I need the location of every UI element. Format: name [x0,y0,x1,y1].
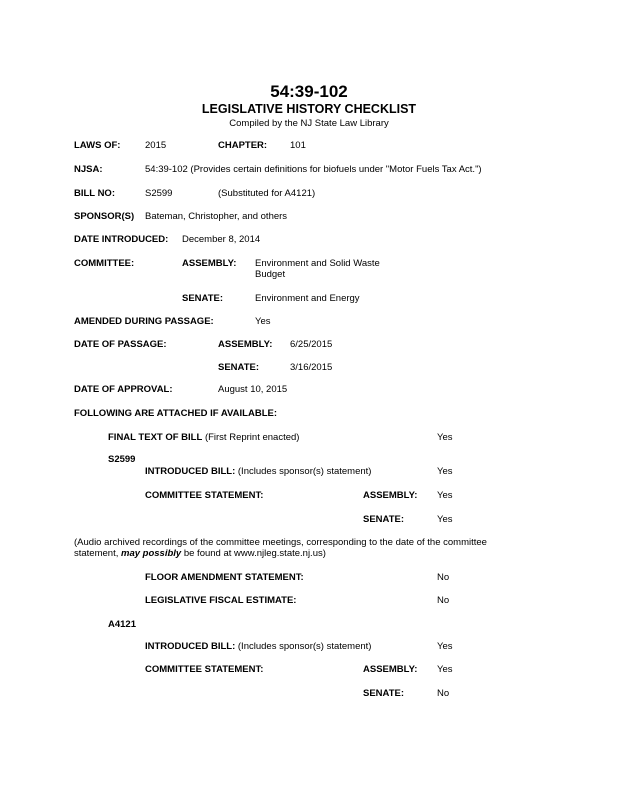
date-introduced-value: December 8, 2014 [182,234,261,245]
attached-heading: FOLLOWING ARE ATTACHED IF AVAILABLE: [74,408,277,419]
amended-label: AMENDED DURING PASSAGE: [74,316,214,327]
audio-note-post: be found at www.njleg.state.nj.us) [181,548,326,559]
a-committee-label: COMMITTEE STATEMENT: [145,664,264,675]
committee-senate-label: SENATE: [182,293,223,304]
final-text-note: (First Reprint enacted) [204,432,300,443]
s-committee-senate-value: Yes [437,514,453,525]
audio-note-line-2 [74,548,326,559]
final-text-label: FINAL TEXT OF BILL [108,432,203,443]
document-subtitle: LEGISLATIVE HISTORY CHECKLIST [201,102,417,116]
final-text-value: Yes [437,432,453,443]
committee-assembly-value-1: Environment and Solid Waste [255,258,380,269]
bill-no-label: BILL NO: [74,188,115,199]
amended-value: Yes [255,316,271,327]
s-committee-assembly-label: ASSEMBLY: [363,490,418,501]
passage-senate-value: 3/16/2015 [290,362,333,373]
a-bill-id: A4121 [108,619,136,630]
s-committee-senate-label: SENATE: [363,514,404,525]
s-introduced-row [145,466,371,477]
laws-of-label: LAWS OF: [74,140,121,151]
compiled-by: Compiled by the NJ State Law Library [229,118,389,129]
chapter-label: CHAPTER: [218,140,268,151]
njsa-value: 54:39-102 (Provides certain definitions for biofuels under "Motor Fuels Tax Act.") [145,164,482,175]
committee-senate-value: Environment and Energy [255,293,360,304]
passage-assembly-label: ASSEMBLY: [218,339,273,350]
a-introduced-row [145,641,371,652]
laws-of-value: 2015 [145,140,167,151]
sponsors-label: SPONSOR(S) [74,211,135,222]
a-committee-assembly-label: ASSEMBLY: [363,664,418,675]
fiscal-estimate-label: LEGISLATIVE FISCAL ESTIMATE: [145,595,297,606]
a-introduced-note: (Includes sponsor(s) statement) [237,641,372,652]
approval-label: DATE OF APPROVAL: [74,384,173,395]
a-committee-senate-value: No [437,688,450,699]
s-introduced-note: (Includes sponsor(s) statement) [237,466,372,477]
floor-amendment-value: No [437,572,450,583]
s-introduced-label: INTRODUCED BILL: [145,466,236,477]
passage-assembly-value: 6/25/2015 [290,339,333,350]
document-title: 54:39-102 [270,82,348,101]
a-committee-assembly-value: Yes [437,664,453,675]
audio-note-pre: statement, [74,548,121,559]
audio-note-line-1: (Audio archived recordings of the committee meetings, corresponding to the date of the committee [74,537,487,548]
s-committee-assembly-value: Yes [437,490,453,501]
bill-no-value: S2599 [145,188,173,199]
passage-senate-label: SENATE: [218,362,259,373]
chapter-value: 101 [290,140,306,151]
date-introduced-label: DATE INTRODUCED: [74,234,169,245]
s-bill-id: S2599 [108,454,136,465]
committee-assembly-label: ASSEMBLY: [182,258,237,269]
a-introduced-label: INTRODUCED BILL: [145,641,236,652]
s-introduced-value: Yes [437,466,453,477]
audio-note-emphasis: may possibly [121,548,182,559]
committee-assembly-value-2: Budget [255,269,286,280]
fiscal-estimate-value: No [437,595,450,606]
passage-label: DATE OF PASSAGE: [74,339,167,350]
final-text-row [108,432,299,443]
a-committee-senate-label: SENATE: [363,688,404,699]
approval-value: August 10, 2015 [218,384,288,395]
committee-label: COMMITTEE: [74,258,135,269]
floor-amendment-label: FLOOR AMENDMENT STATEMENT: [145,572,304,583]
sponsors-value: Bateman, Christopher, and others [145,211,288,222]
a-introduced-value: Yes [437,641,453,652]
s-committee-label: COMMITTEE STATEMENT: [145,490,264,501]
bill-no-note: (Substituted for A4121) [218,188,316,199]
njsa-label: NJSA: [74,164,103,175]
